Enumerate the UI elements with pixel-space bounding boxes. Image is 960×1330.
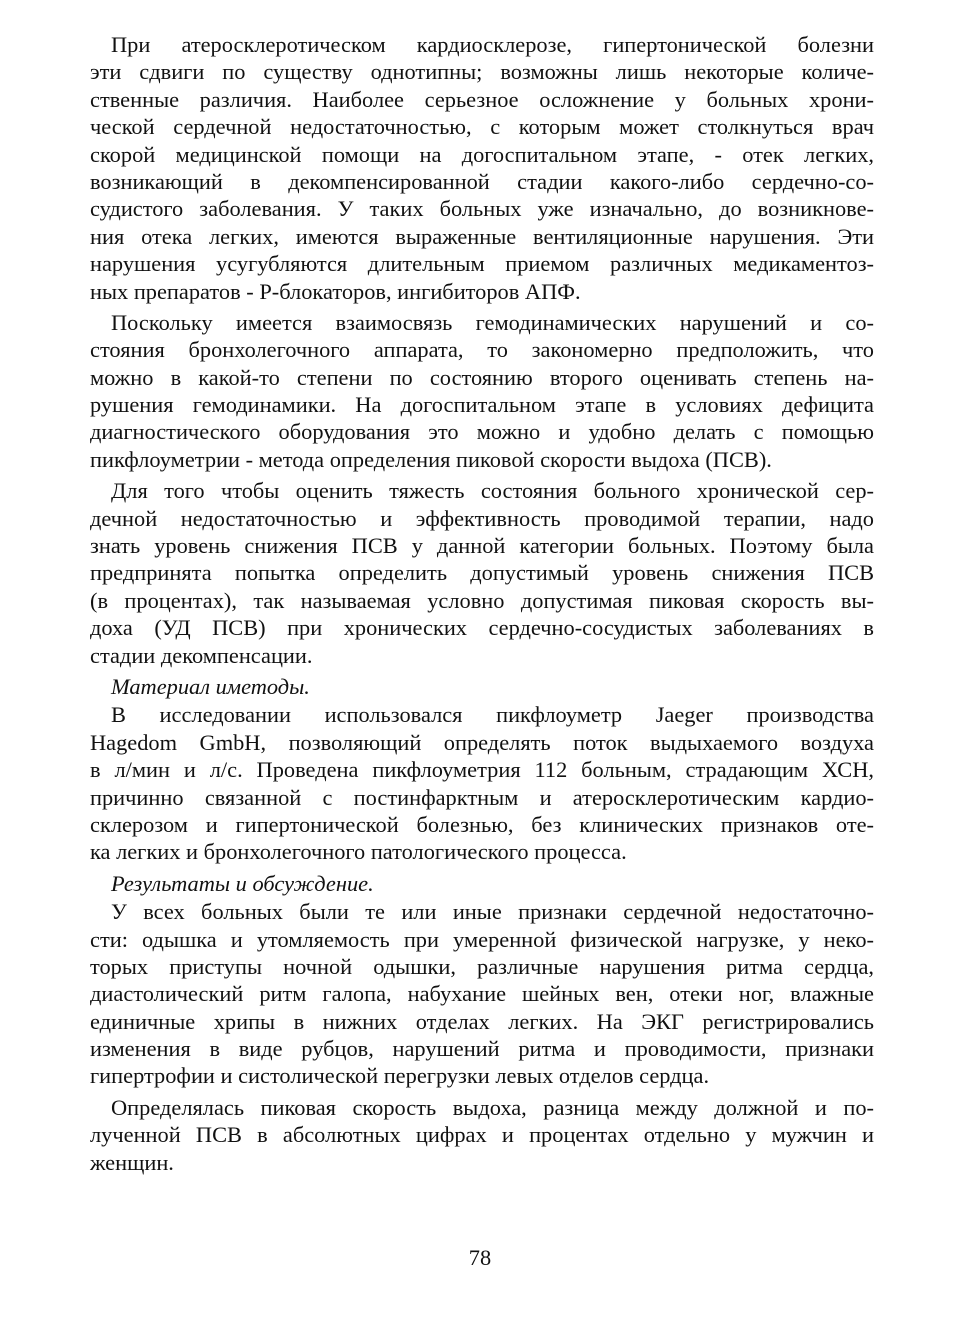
text-line: можно в какой-то степени по состоянию второго оценивать степень на-	[90, 364, 874, 390]
text-line: Поскольку имеется взаимосвязь гемодинамических нарушений и со-	[111, 309, 874, 335]
body-text	[90, 31, 874, 1180]
text-line: Hagedom GmbH, позволяющий определять поток выдыхаемого воздуха	[90, 729, 874, 755]
text-line: склерозом и гипертонической болезнью, без клинических признаков оте-	[90, 811, 874, 837]
text-line: дечной недостаточностью и эффективность проводимой терапии, надо	[90, 505, 874, 531]
text-line: судистого заболевания. У таких больных уже изначально, до возникнове-	[90, 196, 874, 222]
text-line: (в процентах), так называемая условно допустимая пиковая скорость вы-	[90, 587, 874, 613]
text-line: сти: одышка и утомляемость при умеренной физической нагрузке, у неко-	[90, 926, 874, 952]
paragraph	[90, 477, 874, 669]
text-line: В исследовании использовался пикфлоуметр Jaeger производства	[111, 702, 874, 728]
text-line: ческой сердечной недостаточностью, с которым может столкнуться врач	[90, 114, 874, 140]
text-line: скорой медицинской помощи на догоспитальном этапе, - отек легких,	[90, 141, 874, 167]
text-line: нарушения усугубляются длительным приемом различных медикаментоз-	[90, 251, 874, 277]
paragraph	[90, 898, 874, 1090]
text-line: У всех больных были те или иные признаки сердечной недостаточно-	[111, 899, 874, 925]
text-line: ных препаратов - Р-блокаторов, ингибиторов АПФ.	[90, 278, 581, 304]
text-line: знать уровень снижения ПСВ у данной категории больных. Поэтому была	[90, 533, 874, 559]
text-line: диастолический ритм галопа, набухание шейных вен, отеки ног, влажные	[90, 981, 874, 1007]
text-line: лученной ПСВ в абсолютных цифрах и процентах отдельно у мужчин и	[90, 1122, 874, 1148]
text-line: ка легких и бронхолегочного патологического процесса.	[90, 839, 627, 865]
text-line: пикфлоуметрии - метода определения пиковой скорости выдоха (ПСВ).	[90, 446, 772, 472]
text-line: Определялась пиковая скорость выдоха, разница между должной и по-	[111, 1094, 874, 1120]
text-line: ственные различия. Наиболее серьезное осложнение у больных хрони-	[90, 86, 874, 112]
text-line: При атеросклеротическом кардиосклерозе, гипертонической болезни	[111, 32, 874, 57]
text-line: стадии декомпенсации.	[90, 642, 313, 668]
paragraph	[90, 309, 874, 473]
text-line: ния отека легких, имеются выраженные вентиляционные нарушения. Эти	[90, 223, 874, 249]
text-line: стояния бронхолегочного аппарата, то закономерно предположить, что	[90, 337, 874, 363]
text-line: женщин.	[90, 1149, 174, 1175]
section-heading: Материал иметоды.	[111, 673, 310, 699]
text-line: доха (УД ПСВ) при хронических сердечно-сосудистых заболеваниях в	[90, 615, 874, 641]
paragraph	[90, 701, 874, 865]
section-heading: Результаты и обсуждение.	[111, 870, 374, 896]
text-line: предпринята попытка определить допустимый уровень снижения ПСВ	[90, 560, 874, 586]
text-line: единичные хрипы в нижних отделах легких. На ЭКГ регистрировались	[90, 1008, 874, 1034]
text-line: Для того чтобы оценить тяжесть состояния больного хронической сер-	[111, 478, 874, 504]
text-line: гипертрофии и систолической перегрузки левых отделов сердца.	[90, 1063, 710, 1089]
paragraph	[90, 31, 874, 305]
text-line: рушения гемодинамики. На догоспитальном этапе в условиях дефицита	[90, 392, 874, 418]
page-number: 78	[468, 1245, 492, 1270]
text-line: причинно связанной с постинфарктным и атеросклеротическим кардио-	[90, 784, 874, 810]
text-line: возникающий в декомпенсированной стадии какого-либо сердечно-со-	[90, 168, 874, 194]
text-line: диагностического оборудования это можно и удобно делать с помощью	[90, 419, 874, 445]
text-line: изменения в виде рубцов, нарушений ритма и проводимости, признаки	[90, 1036, 874, 1062]
paragraph	[90, 1094, 874, 1176]
text-line: в л/мин и л/с. Проведена пикфлоуметрия 112 больным, страдающим ХСН,	[90, 757, 874, 783]
text-line: торых приступы ночной одышки, различные нарушения ритма сердца,	[90, 953, 874, 979]
text-line: эти сдвиги по существу однотипны; возможны лишь некоторые количе-	[90, 59, 874, 85]
